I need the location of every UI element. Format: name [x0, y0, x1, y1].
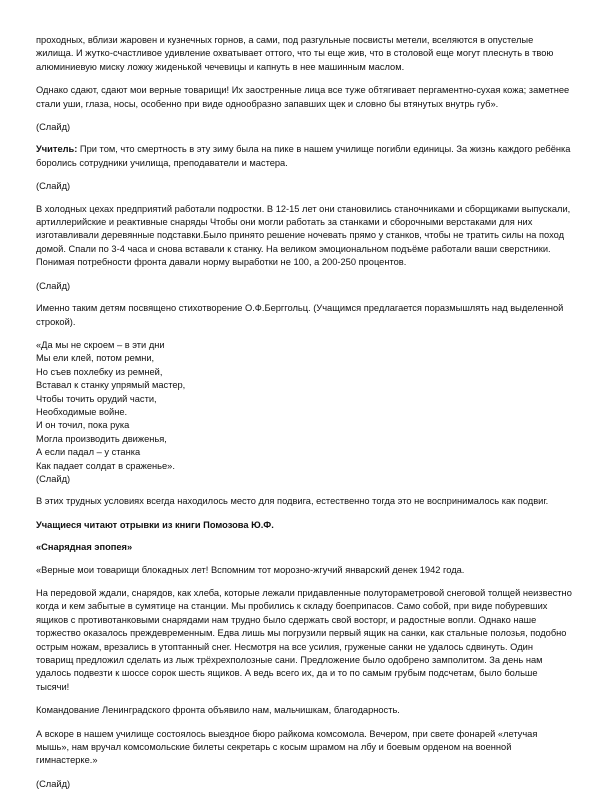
- paragraph-workshops: проходных, вблизи жаровен и кузнечных горнов, а сами, под разгульные посвисты метели, вселяются в опустелые жилища. И жутко-счастливое удивление охватывает оттого, что ты еще жив, что в столовой еще могут плеснуть в твою алюминиевую миску ложку жиденькой чечевицы и капнуть в нее машинным маслом.: [36, 35, 554, 72]
- poem-line: И он точил, пока рука: [36, 420, 130, 431]
- poem-line: Могла производить движенья,: [36, 433, 167, 444]
- teacher-text: При том, что смертность в эту зиму была на пике в нашем училище погибли единицы. За жизнь каждого ребёнка боролись сотрудники училища, преподаватели и мастера.: [36, 144, 571, 168]
- poem-line: Как падает солдат в сраженье».: [36, 460, 175, 471]
- slide-marker: (Слайд): [36, 473, 71, 484]
- poem-line: Вставал к станку упрямый мастер,: [36, 380, 186, 391]
- teacher-label: Учитель:: [36, 144, 78, 155]
- paragraph-excerpt-intro: «Верные мои товарищи блокадных лет! Вспомним тот морозно-жгучий январский денек 1942 года.: [36, 564, 465, 575]
- paragraph-gratitude: Командование Ленинградского фронта объявило нам, мальчишкам, благодарность.: [36, 705, 400, 716]
- poem-line: Мы ели клей, потом ремни,: [36, 353, 155, 364]
- excerpt-title: «Снарядная эпопея»: [36, 542, 133, 553]
- paragraph-shells: На передовой ждали, снарядов, как хлеба, которые лежали придавленные полутораметровой снеговой толщей неизвестно когда и кем забытые в сумятице на станции. Мы пробились к складу боеприпасов. Само собой, при виде побуревших ящиков с противотанковыми снарядами нам трудно было сдержать свой восторг, и радостные вопли. Однако наше торжество оказалось преждевременным. Едва лишь мы погрузили первый ящик на санки, как стальные полозья, подобно острым ножам, врезались в утоптанный снег. Несмотря на все усилия, груженые санки не удалось сдвинуть. Один товарищ предложил сделать из лыж трёхрехполозные сани. Предложение было одобрено замполитом. За день нам удалось подвезти к шоссе сорок шесть ящиков. А ведь всего их, да и то по самым грубым подсчетам, было больше тысячи!: [36, 588, 572, 692]
- section-heading: Учащиеся читают отрывки из книги Помозова Ю.Ф.: [36, 519, 274, 530]
- poem-line: А если падал – у станка: [36, 447, 141, 458]
- slide-marker: (Слайд): [36, 778, 71, 789]
- slide-marker: (Слайд): [36, 280, 71, 291]
- paragraph-feat: В этих трудных условиях всегда находилось место для подвига, естественно тогда это не воспринималось как подвиг.: [36, 496, 549, 507]
- paragraph-teenagers: В холодных цехах предприятий работали подростки. В 12-15 лет они становились станочниками и сборщиками выпускали, артиллерийские и реактивные снаряды Чтобы они могли работать за станками и сборочными верстаками для них изготавливали деревянные подставки.Было принято решение ночевать прямо у станков, чтобы не тратить силы на поход домой. Спали по 3-4 часа и снова вставали к станку. На великом эмоциональном подъёме работали ваши сверстники. Понимая потребности фронта давали норму выработки не 100, а 200-250 процентов.: [36, 203, 571, 268]
- poem-line: «Да мы не скроем – в эти дни: [36, 339, 165, 350]
- poem-line: Чтобы точить орудий части,: [36, 393, 157, 404]
- slide-marker: (Слайд): [36, 122, 71, 133]
- paragraph-poem-intro: Именно таким детям посвящено стихотворение О.Ф.Берггольц. (Учащимся предлагается поразмышлять над выделенной строкой).: [36, 303, 564, 327]
- paragraph-komsomol: А вскоре в нашем училище состоялось выездное бюро райкома комсомола. Вечером, при свете фонарей «летучая мышь», нам вручал комсомольские билеты секретарь с косым шрамом на лбу и боевым орденом на военной гимнастерке.»: [36, 728, 538, 766]
- poem-block: [36, 339, 572, 473]
- poem-line: Необходимые войне.: [36, 406, 128, 417]
- paragraph-teacher: [36, 143, 572, 170]
- slide-marker: (Слайд): [36, 181, 71, 192]
- poem-line: Но съев похлебку из ремней,: [36, 366, 163, 377]
- paragraph-comrades: Однако сдают, сдают мои верные товарищи! Их заостренные лица все туже обтягивает пергаментно-сухая кожа; заметнее стали уши, глаза, носы, особенно при виде однообразно запавших щек и словно бы втянутых внутрь губ».: [36, 85, 570, 109]
